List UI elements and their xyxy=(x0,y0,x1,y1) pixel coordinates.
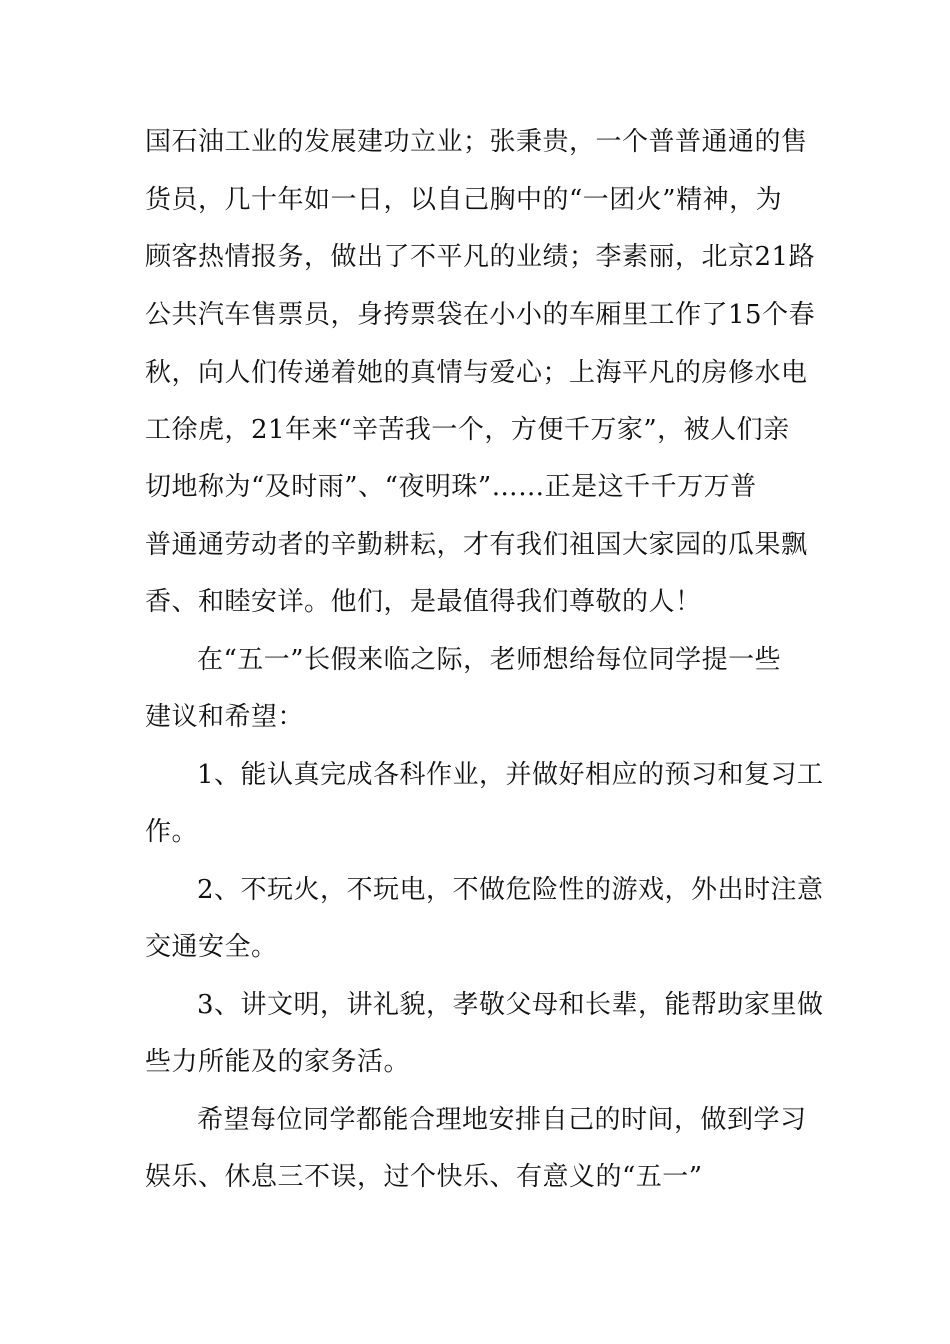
paragraph-start-line: 在“五一”长假来临之际，老师想给每位同学提一些 xyxy=(197,645,782,675)
text-line: 切地称为“及时雨”、“夜明珠”……正是这千千万万普 xyxy=(145,472,757,502)
text-line: 香、和睦安详。他们，是最值得我们尊敬的人！ xyxy=(145,587,702,617)
text-line: 顾客热情报务，做出了不平凡的业绩；李素丽，北京21路 xyxy=(145,242,816,272)
text-line: 工徐虎，21年来“辛苦我一个，方便千万家”，被人们亲 xyxy=(145,415,790,445)
text-line: 娱乐、休息三不误，过个快乐、有意义的“五一” xyxy=(145,1162,703,1192)
closing-paragraph-line: 希望每位同学都能合理地安排自己的时间，做到学习 xyxy=(197,1105,807,1135)
text-line: 秋，向人们传递着她的真情与爱心；上海平凡的房修水电 xyxy=(145,358,808,388)
text-line: 些力所能及的家务活。 xyxy=(145,1047,411,1077)
text-line: 作。 xyxy=(145,817,199,847)
text-line: 普通通劳动者的辛勤耕耘，才有我们祖国大家园的瓜果飘 xyxy=(145,530,808,560)
list-item-3-line: 3、讲文明，讲礼貌，孝敬父母和长辈，能帮助家里做 xyxy=(197,990,824,1020)
text-line: 国石油工业的发展建功立业；张秉贵，一个普普通通的售 xyxy=(145,127,808,157)
text-line: 货员，几十年如一日，以自己胸中的“一团火”精神，为 xyxy=(145,185,783,215)
text-line: 建议和希望： xyxy=(145,702,305,732)
list-item-1-line: 1、能认真完成各科作业，并做好相应的预习和复习工 xyxy=(197,760,824,790)
text-line: 交通安全。 xyxy=(145,932,278,962)
list-item-2-line: 2、不玩火，不玩电，不做危险性的游戏，外出时注意 xyxy=(197,875,824,905)
text-line: 公共汽车售票员，身挎票袋在小小的车厢里工作了15个春 xyxy=(145,300,816,330)
